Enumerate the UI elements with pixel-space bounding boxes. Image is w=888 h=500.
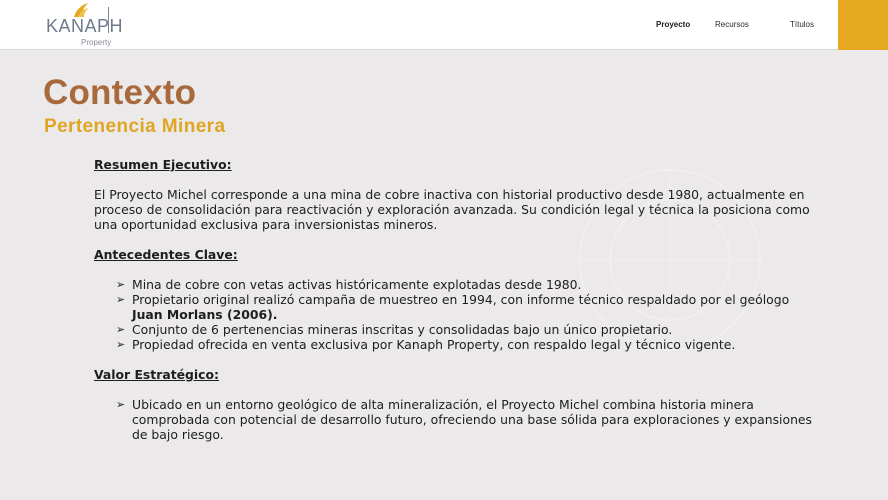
list-item	[116, 337, 814, 352]
list-item-text: Mina de cobre con vetas activas históricamente explotadas desde 1980.	[132, 277, 582, 292]
valor-line-2: comprobada con potencial de desarrollo futuro, ofreciendo una base sólida para exploraciones y expansiones	[132, 412, 813, 427]
list-item	[116, 292, 814, 322]
page-title: Contexto	[43, 73, 197, 112]
valor-list	[116, 397, 814, 442]
valor-heading: Valor Estratégico:	[94, 367, 219, 382]
arrow-bullet-icon: ➢	[116, 278, 126, 291]
resumen-heading: Resumen Ejecutivo:	[94, 157, 232, 172]
nav-proyecto[interactable]: Proyecto	[656, 20, 691, 29]
geologist-name: Juan Morlans (2006).	[132, 307, 278, 322]
arrow-bullet-icon: ➢	[116, 338, 126, 351]
resumen-line-2: proceso de consolidación para reactivación y exploración avanzada. Su condición legal y técnica la posiciona como	[94, 202, 810, 217]
nav-titulos[interactable]: Títulos	[790, 20, 815, 29]
top-navigation-bar	[0, 0, 888, 50]
valor-line-3: de bajo riesgo.	[132, 427, 224, 442]
arrow-bullet-icon: ➢	[116, 398, 126, 411]
list-item-text: Propietario original realizó campaña de muestreo en 1994, con informe técnico respaldado por el geólogo	[132, 292, 790, 307]
list-item	[116, 397, 814, 442]
list-item-text: Conjunto de 6 pertenencias mineras inscritas y consolidadas bajo un único propietario.	[132, 322, 673, 337]
logo-subtitle: Property	[81, 38, 112, 47]
resumen-line-1: El Proyecto Michel corresponde a una mina de cobre inactiva con historial productivo desde 1980, actualmente en	[94, 187, 805, 202]
list-item	[116, 277, 814, 292]
page-subtitle: Pertenencia Minera	[44, 116, 226, 137]
list-item-text: Propiedad ofrecida en venta exclusiva por Kanaph Property, con respaldo legal y técnico vigente.	[132, 337, 736, 352]
kanaph-logo[interactable]	[46, 2, 126, 48]
logo-wordmark: KANAPH	[46, 16, 124, 36]
nav-recursos[interactable]: Recursos	[715, 20, 749, 29]
main-content	[94, 157, 814, 442]
arrow-bullet-icon: ➢	[116, 323, 126, 336]
list-item	[116, 322, 814, 337]
antecedentes-list	[116, 277, 814, 352]
antecedentes-heading: Antecedentes Clave:	[94, 247, 238, 262]
resumen-line-3: una oportunidad exclusiva para inversionistas mineros.	[94, 217, 438, 232]
accent-block	[838, 0, 888, 50]
arrow-bullet-icon: ➢	[116, 293, 126, 306]
valor-line-1: Ubicado en un entorno geológico de alta mineralización, el Proyecto Michel combina historia minera	[132, 397, 754, 412]
